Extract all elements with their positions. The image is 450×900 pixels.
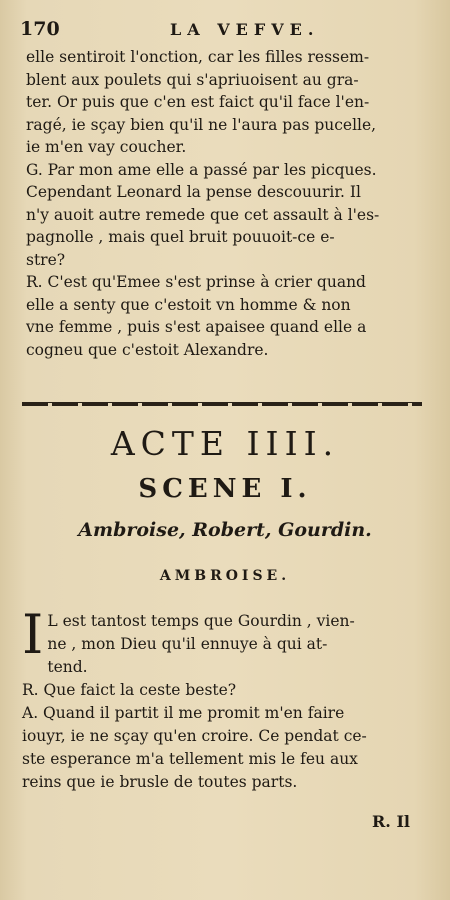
catchword: R. Il — [372, 812, 410, 831]
text-line: ie m'en vay coucher. — [26, 138, 187, 156]
text-line: R. Que faict la ceste beste? — [22, 681, 237, 699]
scene-text — [22, 603, 418, 794]
text-line: L est tantost temps que Gourdin , vien- — [47, 612, 355, 630]
text-line: stre? — [26, 250, 66, 269]
text-line: cogneu que c'estoit Alexandre. — [26, 340, 269, 359]
drop-cap: I — [22, 603, 44, 666]
text-line: n'y auoit autre remede que cet assault à l'es- — [26, 205, 380, 224]
act-title: ACTE IIII. — [110, 424, 340, 463]
text-line: A. Quand il partit il me promit m'en faire — [22, 704, 345, 722]
text-line: Cependant Leonard la pense descouurir. Il — [26, 183, 361, 201]
text-line: ter. Or puis que c'en est faict qu'il face l'en- — [26, 93, 370, 111]
character-list: Ambroise, Robert, Gourdin. — [78, 519, 372, 541]
text-line: ne , mon Dieu qu'il ennuye à qui at- — [47, 635, 328, 653]
ornamental-rule — [22, 402, 422, 406]
text-line: ragé, ie sçay bien qu'il ne l'aura pas pucelle, — [26, 115, 377, 134]
page-number: 170 — [20, 18, 60, 40]
text-line: vne femme , puis s'est apaisee quand elle a — [26, 318, 367, 336]
text-line: elle sentiroit l'onction, car les filles ressem- — [26, 48, 370, 66]
speaker-heading: AMBROISE. — [159, 568, 291, 584]
text-line: blent aux poulets qui s'apriuoisent au gra- — [26, 70, 359, 89]
page-header — [20, 18, 430, 44]
text-line: iouyr, ie ne sçay qu'en croire. Ce pendat ce- — [22, 727, 367, 745]
text-line: ste esperance m'a tellement mis le feu aux — [22, 750, 358, 768]
text-line: R. C'est qu'Emee s'est prinse à crier quand — [26, 273, 366, 291]
text-line: reins que ie brusle de toutes parts. — [22, 773, 298, 791]
running-title: LA VEFVE. — [170, 20, 320, 39]
text-line: elle a senty que c'estoit vn homme & non — [26, 295, 351, 314]
text-line: pagnolle , mais quel bruit pouuoit-ce e- — [26, 228, 335, 246]
dialogue-before — [26, 46, 418, 361]
scene-title: SCENE I. — [138, 474, 312, 504]
text-line: tend. — [47, 658, 88, 676]
text-line: G. Par mon ame elle a passé par les picques. — [26, 160, 377, 179]
